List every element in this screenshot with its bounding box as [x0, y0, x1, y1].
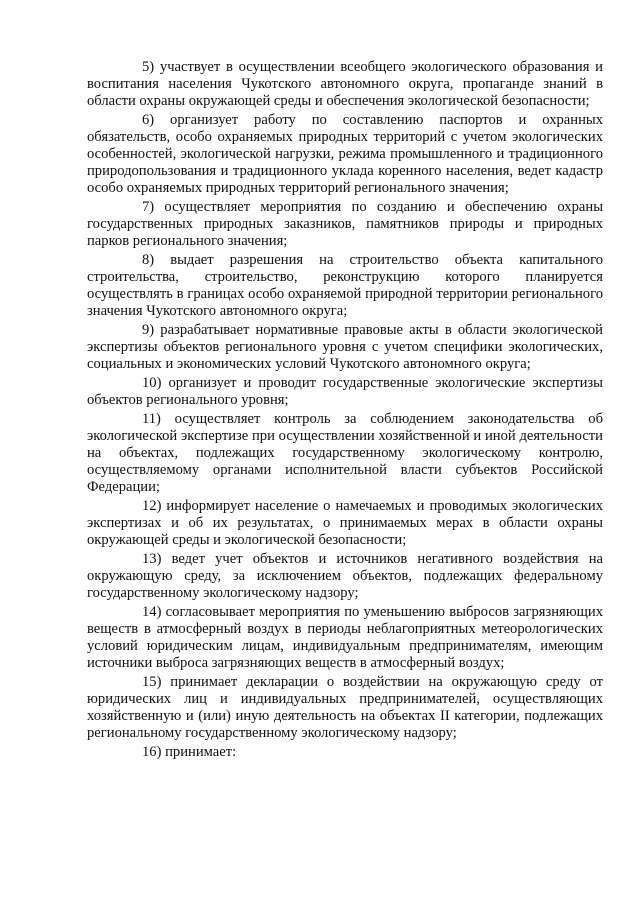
document-body	[87, 59, 603, 763]
paragraph-item-7: 7) осуществляет мероприятия по созданию и обеспечению охраны государственных природных заказников, памятников природы и природных парков регионального значения;	[87, 199, 603, 249]
paragraph-item-14: 14) согласовывает мероприятия по уменьшению выбросов загрязняющих веществ в атмосферный воздух в периоды неблагоприятных метеорологических условий юридическим лицам, индивидуальным предпринимателям, имеющим источники выброса загрязняющих веществ в атмосферный воздух;	[87, 604, 603, 671]
paragraph-item-16: 16) принимает:	[142, 744, 237, 760]
paragraph-item-11: 11) осуществляет контроль за соблюдением законодательства об экологической экспертизе при осуществлении хозяйственной и иной деятельности на объектах, подлежащих государственному экологическому контролю, осуществляемому органами исполнительной власти субъектов Российской Федерации;	[87, 411, 603, 495]
paragraph-item-6: 6) организует работу по составлению паспортов и охранных обязательств, особо охраняемых природных территорий с учетом экологических особенностей, экологической нагрузки, режима промышленного и традиционного природопользования и традиционного уклада коренного населения, ведет кадастр особо охраняемых природных территорий регионального значения;	[87, 112, 603, 196]
paragraph-item-12: 12) информирует население о намечаемых и проводимых экологических экспертизах и об их результатах, о принимаемых мерах в области охраны окружающей среды и экологической безопасности;	[87, 498, 603, 548]
paragraph-item-9: 9) разрабатывает нормативные правовые акты в области экологической экспертизы объектов регионального уровня с учетом специфики экологических, социальных и экономических условий Чукотского автономного округа;	[87, 322, 603, 372]
paragraph-item-10: 10) организует и проводит государственные экологические экспертизы объектов регионального уровня;	[87, 375, 603, 408]
paragraph-item-5: 5) участвует в осуществлении всеобщего экологического образования и воспитания населения Чукотского автономного округа, пропаганде знаний в области охраны окружающей среды и обеспечения экологической безопасности;	[87, 59, 603, 109]
paragraph-item-13: 13) ведет учет объектов и источников негативного воздействия на окружающую среду, за исключением объектов, подлежащих федеральному государственному экологическому надзору;	[87, 551, 603, 601]
paragraph-item-15: 15) принимает декларации о воздействии на окружающую среду от юридических лиц и индивидуальных предпринимателей, осуществляющих хозяйственную и (или) иную деятельность на объектах II категории, подлежащих региональному государственному экологическому надзору;	[87, 674, 603, 741]
paragraph-item-8: 8) выдает разрешения на строительство объекта капитального строительства, строительство, реконструкцию которого планируется осуществлять в границах особо охраняемой природной территории регионального значения Чукотского автономного округа;	[87, 252, 603, 319]
